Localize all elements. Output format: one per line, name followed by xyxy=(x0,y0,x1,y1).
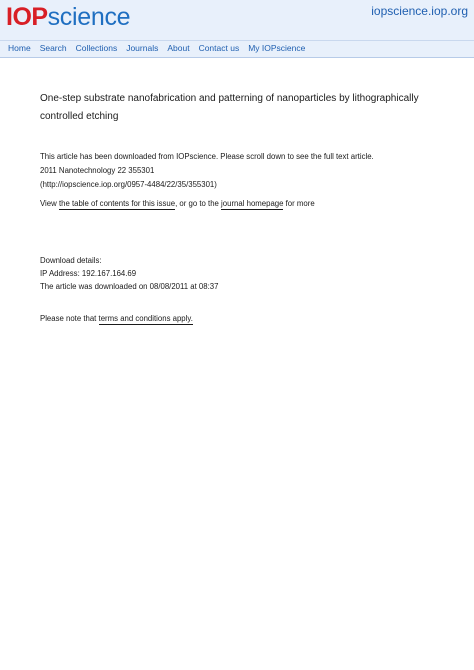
nav-bar xyxy=(0,40,474,58)
article-title xyxy=(40,90,440,126)
article-citation: 2011 Nanotechnology 22 355301 xyxy=(40,166,155,175)
view-middle-text: , or go to the xyxy=(175,199,222,208)
site-header xyxy=(0,0,474,40)
download-details xyxy=(40,254,440,293)
table-of-contents-link[interactable]: the table of contents for this issue xyxy=(58,199,176,208)
nav-menu xyxy=(8,43,314,54)
logo-iop-text: IOP xyxy=(6,3,48,31)
nav-item-home[interactable]: Home xyxy=(8,43,31,53)
terms-and-conditions-link[interactable]: terms and conditions apply. xyxy=(98,314,193,323)
article-info xyxy=(40,150,440,192)
logo-science-text: science xyxy=(47,3,131,31)
view-suffix-text: for more xyxy=(283,199,315,208)
article-cover-content xyxy=(40,90,440,325)
download-date: The article was downloaded on 08/08/2011 at 08:37 xyxy=(40,282,219,291)
nav-item-contact-us[interactable]: Contact us xyxy=(198,43,240,53)
article-title-line-1: One-step substrate nanofabrication and patterning of nanoparticles by lithographically xyxy=(40,93,419,104)
view-prefix-text: View xyxy=(40,199,59,208)
nav-item-journals[interactable]: Journals xyxy=(126,43,159,53)
iopscience-logo[interactable] xyxy=(6,1,130,31)
terms-prefix-text: Please note that xyxy=(40,314,99,323)
nav-item-about[interactable]: About xyxy=(167,43,190,53)
nav-item-my-iopscience[interactable]: My IOPscience xyxy=(248,43,306,53)
ip-address: IP Address: 192.167.164.69 xyxy=(40,269,137,278)
article-url: (http://iopscience.iop.org/0957-4484/22/35/355301) xyxy=(40,180,217,189)
view-links-line xyxy=(40,198,440,210)
article-title-line-2: controlled etching xyxy=(40,111,119,122)
nav-item-collections[interactable]: Collections xyxy=(75,43,118,53)
nav-item-search[interactable]: Search xyxy=(39,43,67,53)
journal-homepage-link[interactable]: journal homepage xyxy=(221,199,284,208)
download-details-heading: Download details: xyxy=(40,256,102,265)
site-url-link[interactable]: iopscience.iop.org xyxy=(371,4,468,18)
download-notice: This article has been downloaded from IOPscience. Please scroll down to see the full text article. xyxy=(40,152,374,161)
terms-note xyxy=(40,313,440,325)
